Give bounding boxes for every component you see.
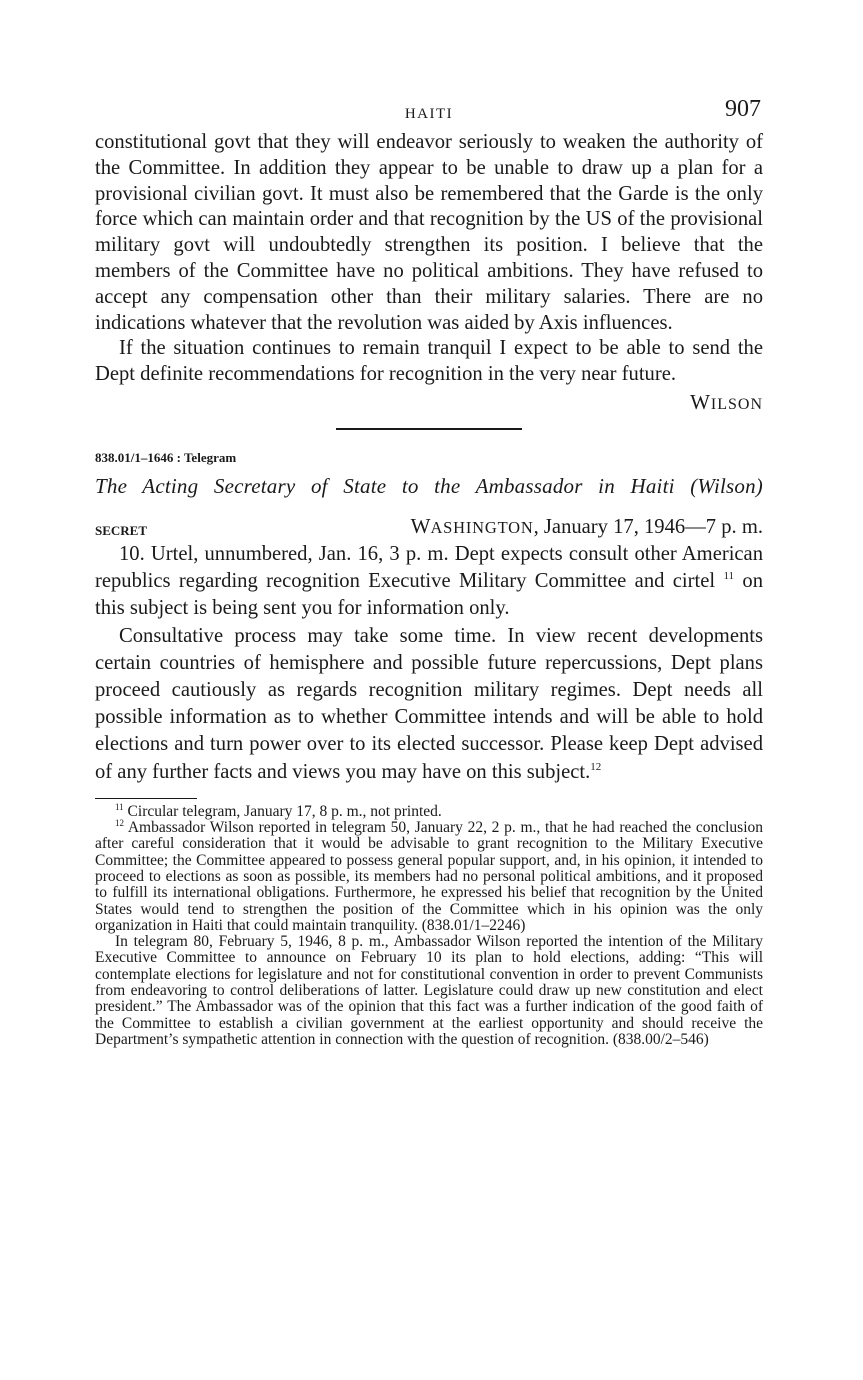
classification-label: SECRET (95, 522, 148, 538)
continued-paragraph: constitutional govt that they will endeavor seriously to weaken the authority of the Committee. In addition they appear to be unable to draw up a plan for a provisional civilian govt. It must also be remembered that the Garde is the only force which can maintain order and that recognition by the US of the provisional military govt will undoubtedly strengthen its position. I believe that the members of the Committee have no political ambitions. They have refused to accept any compensation other than their military salaries. There are no indications whatever that the revolution was aided by Axis influences. (95, 131, 763, 334)
telegram-text-before-ref: 10. Urtel, unnumbered, Jan. 16, 3 p. m. Dept expects consult other American republics regarding recognition Executive Military Committee and cirtel (95, 542, 763, 593)
telegram-paragraph-1 (95, 541, 763, 623)
footnote-marker-12: 12 (115, 817, 124, 828)
document-heading: The Acting Secretary of State to the Ambassador in Haiti (Wilson) (95, 473, 763, 498)
section-divider (336, 428, 522, 430)
footnote-marker-11: 11 (115, 801, 124, 812)
place-and-date (411, 514, 763, 539)
signature-rest: ILSON (710, 395, 763, 413)
file-number: 838.01/1–1646 : Telegram (95, 449, 237, 465)
signature (95, 390, 763, 416)
footnotes (95, 801, 763, 1048)
footnote-12 (95, 817, 763, 934)
dateline (95, 514, 763, 541)
telegram-paragraph-2 (95, 623, 763, 786)
footnote-12-continued: In telegram 80, February 5, 1946, 8 p. m., Ambassador Wilson reported the intention of the Military Executive Committee to announce on February 10 its plan to hold elections, adding: “This will contemplate elections for legislature and not for constitutional convention in order to prevent Communists from endeavoring to control deliberations of latter. Legislature could draw up new constitution and elect president.” The Ambassador was of the opinion that this fact was a further indication of the good faith of the Committee to establish a civilian government at the earliest opportunity and should receive the Department’s sympathetic attention in connection with the question of recognition. (838.00/2–546) (95, 933, 763, 1048)
page-number: 907 (725, 96, 761, 122)
footnote-ref-11[interactable]: 11 (723, 570, 735, 583)
footnote-11-text: Circular telegram, January 17, 8 p. m., not printed. (123, 802, 442, 820)
telegram-text-body: Consultative process may take some time. In view recent developments certain countries of hemisphere and possible future repercussions, Dept plans proceed cautiously as regards recognition military regimes. Dept needs all possible information as to whether Committee intends and will be able to hold elections and turn power over to its elected successor. Please keep Dept advised of any further facts and views you may have on this subject. (95, 624, 763, 783)
running-title: HAITI (404, 106, 454, 122)
footnote-12-text: Ambassador Wilson reported in telegram 50, January 22, 2 p. m., that he had reached the conclusion after careful consideration that it would be advisable to grant recognition to the Military Executive Committee; the Committee appeared to possess general popular support, and, in his opinion, it intended to proceed to elections as soon as possible, its members had no personal political ambitions, and it proposed to fulfill its international obligations. Furthermore, he expressed his belief that recognition by the United States would tend to strengthen the position of the Committee which in his opinion was the only organization in Haiti that could maintain tranquility. (838.01/1–2246) (95, 819, 763, 934)
footnote-ref-12[interactable]: 12 (590, 760, 602, 773)
telegram-text-after-ref: on this subject is being sent you for information only. (95, 570, 764, 620)
place-initial: W (410, 513, 431, 538)
running-header (95, 96, 763, 130)
date-text: , January 17, 1946—7 p. m. (533, 515, 763, 538)
closing-paragraph: If the situation continues to remain tranquil I expect to be able to send the Dept definite recommendations for recognition in the very near future. (95, 337, 763, 386)
signature-initial: W (690, 389, 711, 414)
footnote-11 (95, 801, 763, 820)
document-page (95, 96, 763, 1048)
footnote-divider (95, 798, 197, 799)
place-rest: ASHINGTON (430, 517, 534, 537)
